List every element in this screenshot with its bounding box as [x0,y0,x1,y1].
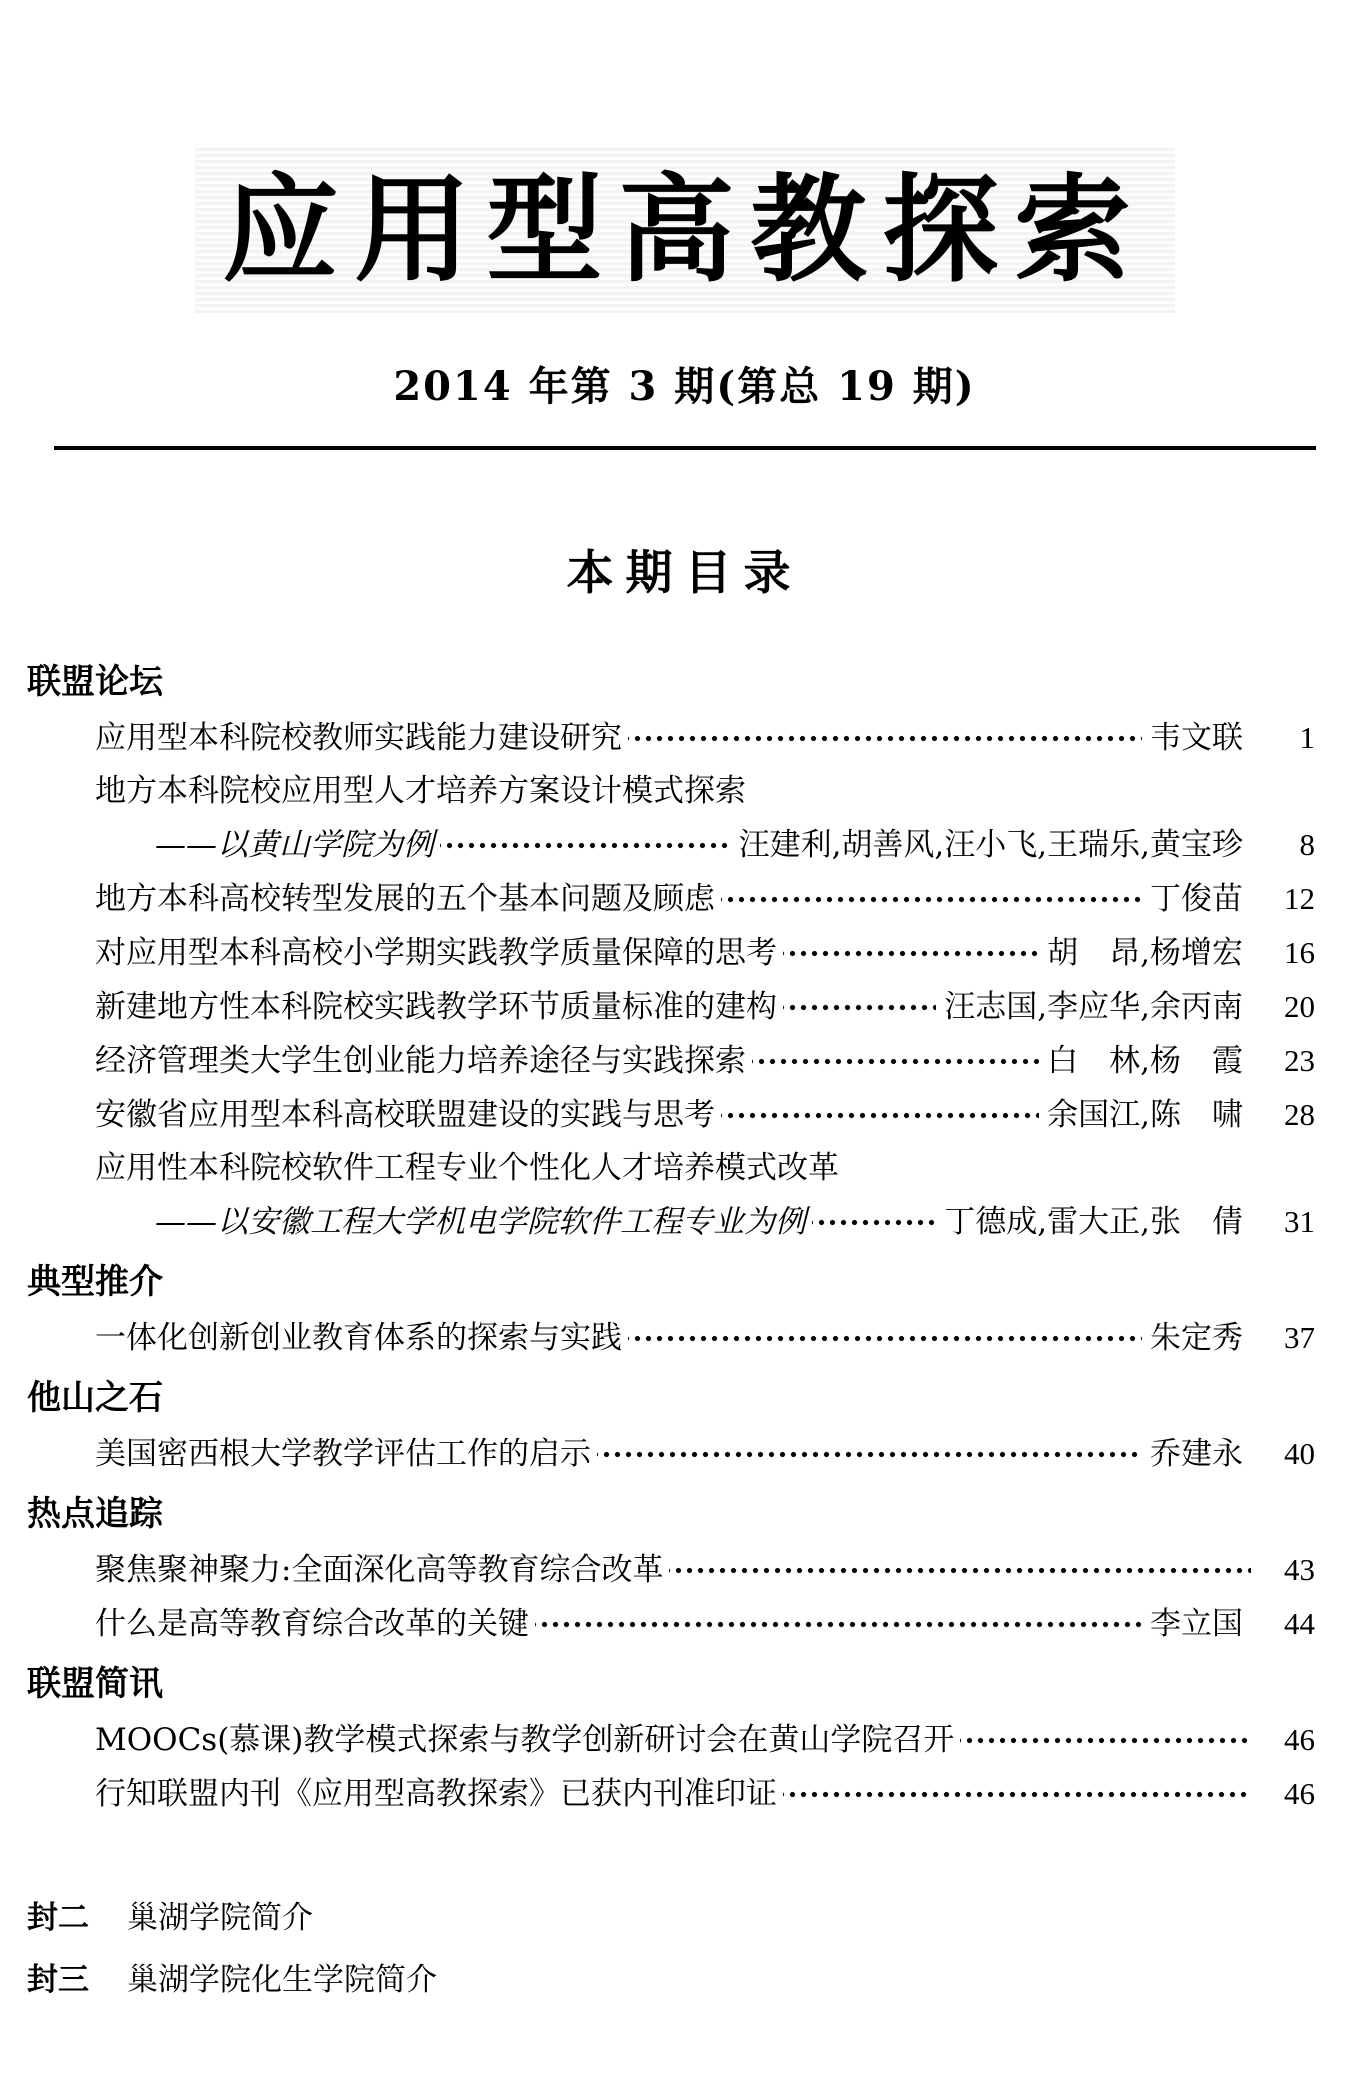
dot-leader [721,872,1142,926]
entry-page-number: 12 [1284,881,1315,916]
entry-authors: 李立国 [1150,1606,1243,1642]
dot-leader [783,926,1039,980]
header-divider [54,446,1316,450]
journal-logo: 应用型高教探索 [195,148,1175,313]
entry-page-number: 16 [1284,935,1315,970]
toc-entry [27,1311,1315,1365]
dot-leader [752,1034,1039,1088]
masthead [0,0,1369,412]
cover-row [27,1887,1369,1949]
dot-leader [960,1713,1251,1767]
entry-page-number: 37 [1284,1320,1315,1355]
toc-entry [27,1543,1315,1597]
cover-text: 巢湖学院简介 [127,1900,313,1936]
entry-subtitle: ——以安徽工程大学机电学院软件工程专业为例 [155,1204,806,1240]
toc-entry [27,1142,1315,1195]
entry-title: 一体化创新创业教育体系的探索与实践 [95,1320,622,1356]
entry-page-number: 20 [1284,989,1315,1024]
toc-entry [27,1088,1315,1142]
entry-page-number: 8 [1299,827,1315,862]
entry-title: 应用型本科院校教师实践能力建设研究 [95,720,622,756]
entry-title: 行知联盟内刊《应用型高教探索》已获内刊准印证 [95,1776,777,1812]
cover-notes [0,1887,1369,2011]
cover-row [27,1949,1369,2011]
entry-subtitle: ——以黄山学院为例 [155,827,434,863]
cover-label: 封二 [27,1900,89,1936]
entry-title: 经济管理类大学生创业能力培养途径与实践探索 [95,1043,746,1079]
cover-text: 巢湖学院化生学院简介 [127,1962,437,1998]
entry-title: 应用性本科院校软件工程专业个性化人才培养模式改革 [95,1150,839,1186]
entry-title: 聚焦聚神聚力:全面深化高等教育综合改革 [95,1552,664,1588]
entry-authors: 胡 昂,杨增宏 [1047,935,1243,971]
entry-authors: 余国江,陈 啸 [1047,1097,1243,1133]
entry-title: 地方本科高校转型发展的五个基本问题及顾虑 [95,881,715,917]
entry-page-number: 46 [1284,1776,1315,1811]
entry-title: 美国密西根大学教学评估工作的启示 [95,1436,591,1472]
toc-entry [27,980,1315,1034]
toc-list [0,653,1369,1821]
toc-entry [27,926,1315,980]
entry-authors: 汪建利,胡善风,汪小飞,王瑞乐,黄宝珍 [738,827,1243,863]
entry-page-number: 46 [1284,1722,1315,1757]
toc-entry [27,1427,1315,1481]
section-header: 联盟简讯 [27,1664,163,1704]
dot-leader [669,1543,1251,1597]
entry-page-number: 31 [1284,1204,1315,1239]
entry-title: 新建地方性本科院校实践教学环节质量标准的建构 [95,989,777,1025]
entry-authors: 丁俊苗 [1150,881,1243,917]
dot-leader [783,1767,1251,1821]
entry-authors: 乔建永 [1150,1436,1243,1472]
section-header: 热点追踪 [27,1494,163,1534]
entry-authors: 汪志国,李应华,余丙南 [944,989,1243,1025]
entry-page-number: 44 [1284,1606,1315,1641]
entry-authors: 丁德成,雷大正,张 倩 [944,1204,1243,1240]
section-header: 联盟论坛 [27,662,163,702]
entry-title: 对应用型本科高校小学期实践教学质量保障的思考 [95,935,777,971]
dot-leader [812,1195,936,1249]
entry-page-number: 23 [1284,1043,1315,1078]
issue-line: 2014 年第 3 期(第总 19 期) [393,363,976,410]
entry-title: 什么是高等教育综合改革的关键 [95,1606,529,1642]
toc-entry [27,765,1315,818]
section-header: 典型推介 [27,1262,163,1302]
entry-page-number: 28 [1284,1097,1315,1132]
toc-entry [27,1597,1315,1651]
entry-page-number: 1 [1299,720,1315,755]
toc-entry [27,1713,1315,1767]
toc-entry [27,1034,1315,1088]
entry-title: 地方本科院校应用型人才培养方案设计模式探索 [95,773,746,809]
dot-leader [721,1088,1039,1142]
toc-entry-subline [27,818,1315,872]
toc-entry [27,711,1315,765]
entry-page-number: 43 [1284,1552,1315,1587]
toc-entry-subline [27,1195,1315,1249]
entry-title: 安徽省应用型本科高校联盟建设的实践与思考 [95,1097,715,1133]
cover-label: 封三 [27,1962,89,1998]
toc-title: 本期目录 [566,546,803,601]
dot-leader [783,980,936,1034]
section-header: 他山之石 [27,1378,163,1418]
entry-authors: 韦文联 [1150,720,1243,756]
dot-leader [535,1597,1142,1651]
entry-title: MOOCs(慕课)教学模式探索与教学创新研讨会在黄山学院召开 [95,1722,955,1758]
entry-authors: 白 林,杨 霞 [1047,1043,1243,1079]
entry-page-number: 40 [1284,1436,1315,1471]
toc-entry [27,872,1315,926]
dot-leader [628,1311,1142,1365]
dot-leader [440,818,731,872]
toc-entry [27,1767,1315,1821]
dot-leader [628,711,1142,765]
dot-leader [597,1427,1142,1481]
entry-authors: 朱定秀 [1150,1320,1243,1356]
